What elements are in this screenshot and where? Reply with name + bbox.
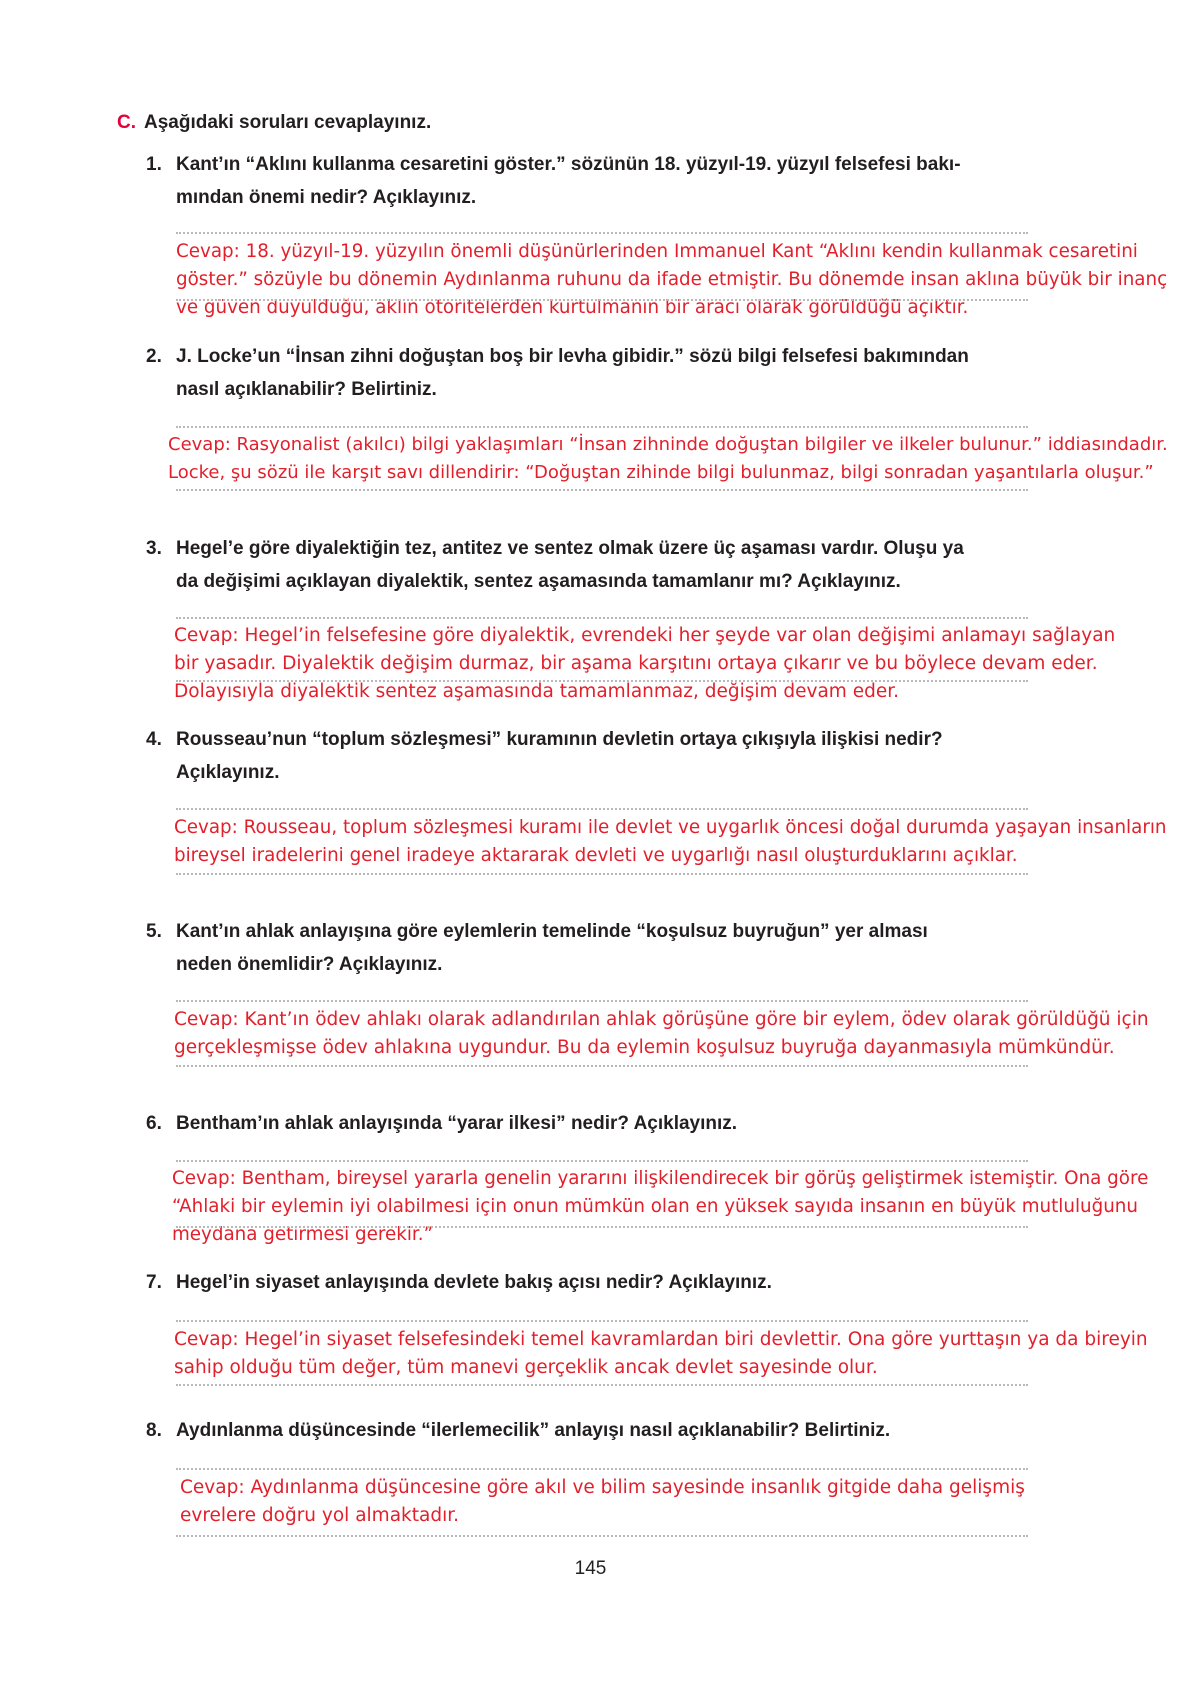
question-number: 2. (146, 346, 162, 367)
question-3 (146, 532, 1046, 598)
answer-3 (174, 622, 1115, 706)
answer-line: Cevap: 18. yüzyıl-19. yüzyılın önemli düşünürlerinden Immanuel Kant “Aklını kendin kullanmak cesaretini (176, 241, 1138, 262)
answer-line: sahip olduğu tüm değer, tüm manevi gerçeklik ancak devlet sayesinde olur. (174, 1357, 878, 1378)
answer-8 (180, 1474, 1025, 1530)
answer-rule (176, 1320, 1028, 1322)
answer-rule (176, 489, 1028, 491)
answer-rule (176, 617, 1028, 619)
section-title: Aşağıdaki soruları cevaplayınız. (144, 112, 432, 133)
question-line: Rousseau’nun “toplum sözleşmesi” kuramının devletin ortaya çıkışıyla ilişkisi nedir? (176, 729, 943, 750)
answer-rule (176, 1160, 1028, 1162)
answer-rule (176, 426, 1028, 428)
question-line: neden önemlidir? Açıklayınız. (176, 954, 443, 975)
answer-rule (176, 232, 1028, 234)
answer-2 (168, 431, 1168, 487)
question-line: Açıklayınız. (176, 762, 280, 783)
question-line: Hegel’in siyaset anlayışında devlete bakış açısı nedir? Açıklayınız. (176, 1272, 772, 1293)
question-number: 1. (146, 154, 162, 175)
answer-rule (176, 1384, 1028, 1386)
answer-line: Locke, şu sözü ile karşıt savı dillendirir: “Doğuştan zihinde bilgi bulunmaz, bilgi sonradan yaşantılarla oluşur.” (168, 462, 1154, 483)
question-number: 5. (146, 921, 162, 942)
answer-6 (172, 1165, 1148, 1249)
answer-line: bir yasadır. Diyalektik değişim durmaz, bir aşama karşıtını ortaya çıkarır ve bu böylece devam eder. (174, 653, 1098, 674)
section-heading (117, 112, 431, 134)
question-number: 6. (146, 1113, 162, 1134)
answer-rule (176, 680, 1028, 682)
answer-line: “Ahlaki bir eylemin iyi olabilmesi için onun mümkün olan en yüksek sayıda insanın en büyük mutluluğunu (172, 1196, 1138, 1217)
answer-line: Dolayısıyla diyalektik sentez aşamasında tamamlanmaz, değişim devam eder. (174, 681, 900, 702)
question-1 (146, 148, 1046, 214)
question-text (176, 532, 1046, 598)
answer-line: Cevap: Hegel’in felsefesine göre diyalektik, evrendeki her şeyde var olan değişimi anlamayı sağlayan (174, 625, 1116, 646)
question-text (176, 148, 1046, 214)
answer-line: evrelere doğru yol almaktadır. (180, 1505, 460, 1526)
question-line: J. Locke’un “İnsan zihni doğuştan boş bir levha gibidir.” sözü bilgi felsefesi bakımından (176, 346, 969, 367)
question-line: Aydınlanma düşüncesinde “ilerlemecilik” anlayışı nasıl açıklanabilir? Belirtiniz. (176, 1420, 891, 1441)
answer-line: gerçekleşmişse ödev ahlakına uygundur. Bu da eylemin koşulsuz buyruğa dayanmasıyla mümkündür. (174, 1037, 1115, 1058)
answer-5 (174, 1006, 1149, 1062)
question-line: da değişimi açıklayan diyalektik, sentez aşamasında tamamlanır mı? Açıklayınız. (176, 571, 901, 592)
answer-rule (176, 1226, 1028, 1228)
answer-line: Cevap: Rousseau, toplum sözleşmesi kuramı ile devlet ve uygarlık öncesi doğal durumda yaşayan insanların (174, 817, 1167, 838)
question-8 (146, 1414, 1046, 1447)
question-text (176, 723, 1046, 789)
question-number: 8. (146, 1420, 162, 1441)
question-line: mından önemi nedir? Açıklayınız. (176, 187, 477, 208)
answer-rule (176, 808, 1028, 810)
answer-4 (174, 814, 1167, 870)
page-number: 145 (574, 1558, 607, 1579)
answer-rule (176, 1535, 1028, 1537)
answer-rule (176, 1000, 1028, 1002)
section-letter: C. (117, 112, 136, 133)
question-text (176, 1107, 1046, 1140)
question-4 (146, 723, 1046, 789)
question-text (176, 1414, 1046, 1447)
question-text (176, 1266, 1046, 1299)
question-line: Kant’ın “Aklını kullanma cesaretini göster.” sözünün 18. yüzyıl-19. yüzyıl felsefesi bakı- (176, 154, 961, 175)
answer-line: Cevap: Rasyonalist (akılcı) bilgi yaklaşımları “İnsan zihninde doğuştan bilgiler ve ilkeler bulunur.” iddiasındadır. (168, 434, 1168, 455)
answer-line: Cevap: Kant’ın ödev ahlakı olarak adlandırılan ahlak görüşüne göre bir eylem, ödev olarak görüldüğü için (174, 1009, 1149, 1030)
question-6 (146, 1107, 1046, 1140)
answer-line: meydana getirmesi gerekir.” (172, 1224, 434, 1245)
question-number: 7. (146, 1272, 162, 1293)
question-2 (146, 340, 1046, 406)
question-5 (146, 915, 1046, 981)
answer-line: bireysel iradelerini genel iradeye aktararak devleti ve uygarlığı nasıl oluşturduklarını açıklar. (174, 845, 1018, 866)
answer-rule (176, 1065, 1028, 1067)
answer-rule (176, 299, 1028, 301)
question-line: nasıl açıklanabilir? Belirtiniz. (176, 379, 437, 400)
question-7 (146, 1266, 1046, 1299)
answer-1 (176, 238, 1167, 322)
answer-line: göster.” sözüyle bu dönemin Aydınlanma ruhunu da ifade etmiştir. Bu dönemde insan aklına büyük bir inanç (176, 269, 1168, 290)
answer-line: Cevap: Aydınlanma düşüncesine göre akıl ve bilim sayesinde insanlık gitgide daha gelişmiş (180, 1477, 1025, 1498)
answer-7 (174, 1326, 1148, 1382)
answer-line: Cevap: Hegel’in siyaset felsefesindeki temel kavramlardan biri devlettir. Ona göre yurttaşın ya da bireyin (174, 1329, 1148, 1350)
answer-line: ve güven duyulduğu, aklın otoritelerden kurtulmanın bir aracı olarak görüldüğü açıktır. (176, 297, 969, 318)
question-number: 3. (146, 538, 162, 559)
question-text (176, 915, 1046, 981)
answer-rule (176, 873, 1028, 875)
question-line: Bentham’ın ahlak anlayışında “yarar ilkesi” nedir? Açıklayınız. (176, 1113, 738, 1134)
question-line: Kant’ın ahlak anlayışına göre eylemlerin temelinde “koşulsuz buyruğun” yer alması (176, 921, 928, 942)
answer-line: Cevap: Bentham, bireysel yararla genelin yararını ilişkilendirecek bir görüş geliştirmek istemiştir. Ona göre (172, 1168, 1149, 1189)
question-number: 4. (146, 729, 162, 750)
answer-rule (176, 1468, 1028, 1470)
question-line: Hegel’e göre diyalektiğin tez, antitez ve sentez olmak üzere üç aşaması vardır. Oluşu ya (176, 538, 964, 559)
question-text (176, 340, 1046, 406)
